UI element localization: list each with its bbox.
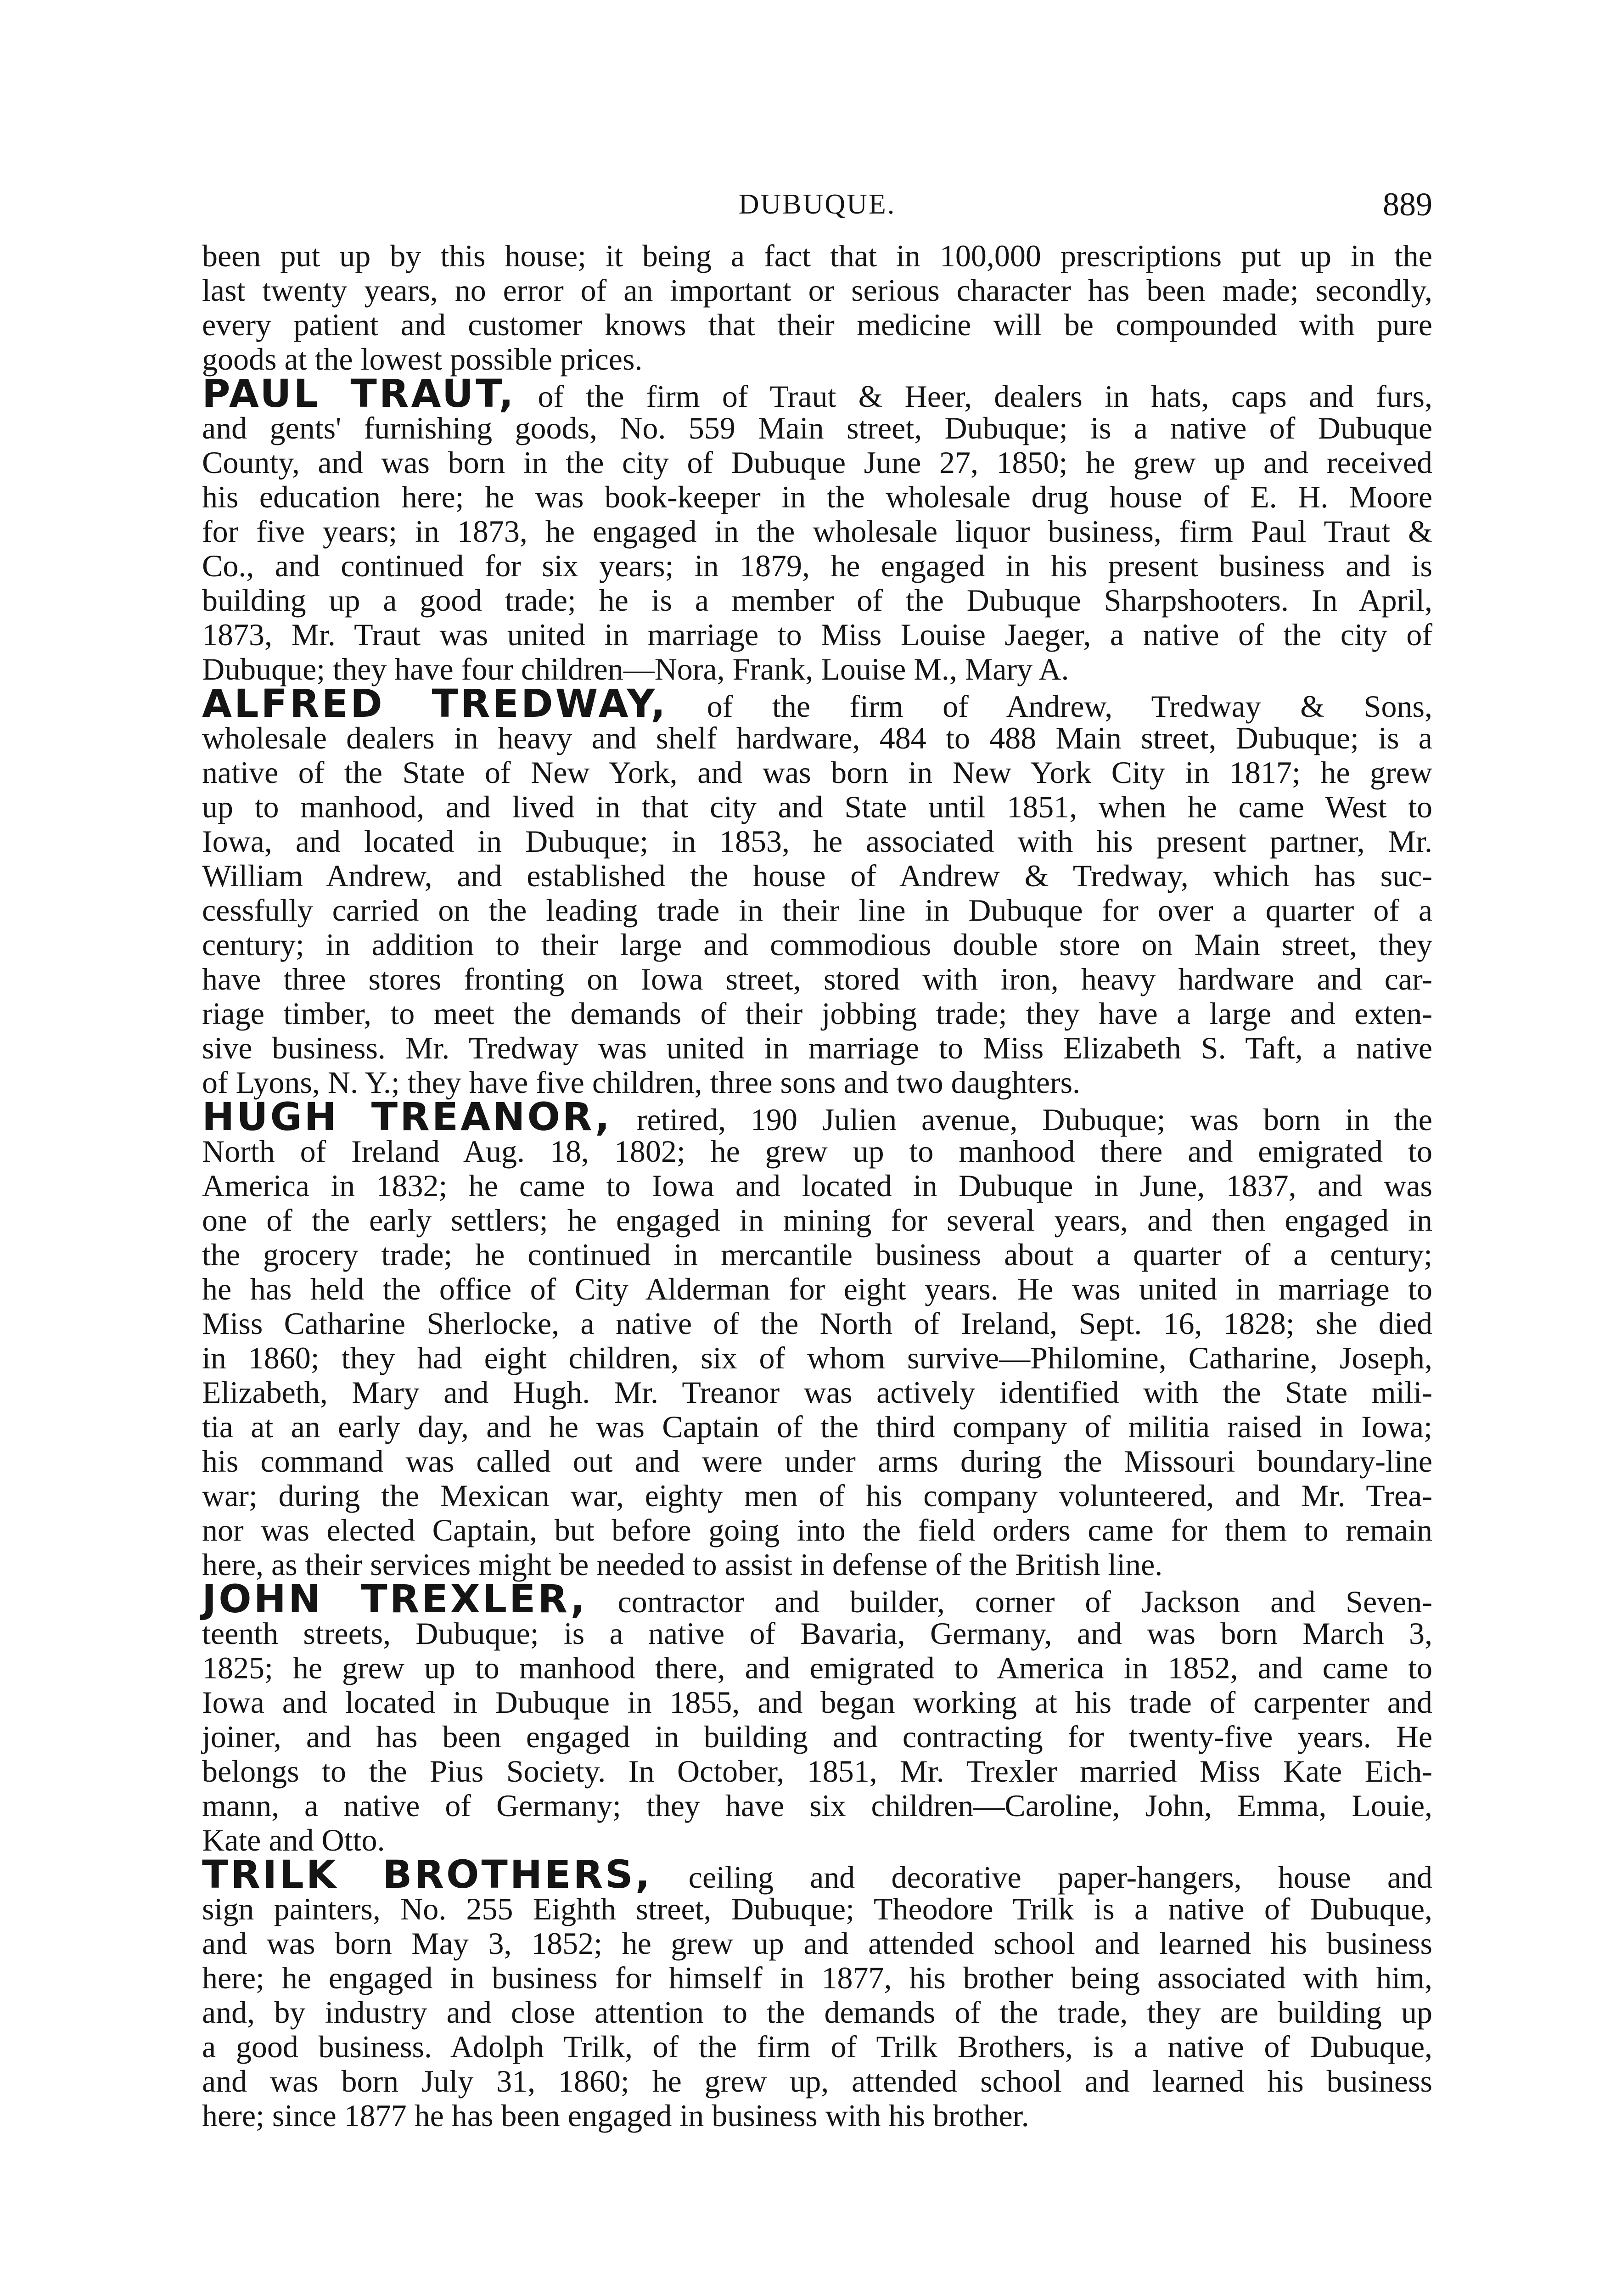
text-line: building up a good trade; he is a member of the Dubuque Sharpshooters. In April, bbox=[202, 583, 1432, 618]
text-line: here; since 1877 he has been engaged in business with his brother. bbox=[202, 2098, 1029, 2133]
page-number: 889 bbox=[1383, 186, 1432, 223]
paragraph-continuation bbox=[202, 239, 1432, 377]
text-line: he has held the office of City Alderman for eight years. He was united in marriage to bbox=[202, 1272, 1432, 1306]
text-line: native of the State of New York, and was born in New York City in 1817; he grew bbox=[202, 755, 1432, 790]
text-line: North of Ireland Aug. 18, 1802; he grew up to manhood there and emigrated to bbox=[202, 1134, 1432, 1169]
text-line: 1825; he grew up to manhood there, and emigrated to America in 1852, and came to bbox=[202, 1650, 1432, 1685]
text-line: 1873, Mr. Traut was united in marriage to Miss Louise Jaeger, a native of the city of bbox=[202, 617, 1432, 652]
text-line: goods at the lowest possible prices. bbox=[202, 342, 643, 377]
text-line: mann, a native of Germany; they have six children—Caroline, John, Emma, Louie, bbox=[202, 1788, 1432, 1823]
text-line: riage timber, to meet the demands of their jobbing trade; they have a large and exten- bbox=[202, 996, 1432, 1031]
entry-first-line bbox=[202, 371, 1433, 416]
text-line: century; in addition to their large and commodious double store on Main street, they bbox=[202, 927, 1432, 962]
text-line: Kate and Otto. bbox=[202, 1823, 385, 1857]
text-line: ceiling and decorative paper-hangers, house and bbox=[652, 1860, 1432, 1895]
text-line: teenth streets, Dubuque; is a native of Bavaria, Germany, and was born March 3, bbox=[202, 1616, 1432, 1651]
text-line: here; he engaged in business for himself in 1877, his brother being associated with him, bbox=[202, 1960, 1432, 1995]
text-line: of Lyons, N. Y.; they have five children, three sons and two daughters. bbox=[202, 1065, 1081, 1100]
text-line: sign painters, No. 255 Eighth street, Dubuque; Theodore Trilk is a native of Dubuque, bbox=[202, 1891, 1432, 1926]
entry-name: PAUL TRAUT, bbox=[202, 371, 516, 416]
text-line: Elizabeth, Mary and Hugh. Mr. Treanor was actively identified with the State mili- bbox=[202, 1375, 1432, 1410]
entry-john-trexler bbox=[202, 1576, 1432, 1857]
text-line: up to manhood, and lived in that city and State until 1851, when he came West to bbox=[202, 789, 1432, 824]
entry-name: TRILK BROTHERS, bbox=[202, 1852, 652, 1897]
text-line: America in 1832; he came to Iowa and located in Dubuque in June, 1837, and was bbox=[202, 1168, 1432, 1203]
text-line: in 1860; they had eight children, six of whom survive—Philomine, Catharine, Joseph, bbox=[202, 1340, 1432, 1375]
text-line: the grocery trade; he continued in mercantile business about a quarter of a century; bbox=[202, 1237, 1432, 1272]
entry-first-line bbox=[202, 681, 1432, 726]
entry-trilk-brothers bbox=[202, 1852, 1432, 2133]
text-line: William Andrew, and established the house of Andrew & Tredway, which has suc- bbox=[202, 858, 1432, 893]
entry-alfred-tredway bbox=[202, 681, 1432, 1100]
text-line: Dubuque; they have four children—Nora, Frank, Louise M., Mary A. bbox=[202, 652, 1069, 687]
text-line: been put up by this house; it being a fact that in 100,000 prescriptions put up in the bbox=[202, 238, 1432, 273]
text-line: for five years; in 1873, he engaged in the wholesale liquor business, firm Paul Traut & bbox=[202, 514, 1432, 549]
entry-name: ALFRED TREDWAY, bbox=[202, 681, 668, 726]
text-line: of the firm of Andrew, Tredway & Sons, bbox=[668, 689, 1432, 724]
entry-first-line bbox=[202, 1094, 1432, 1139]
text-line: of the firm of Traut & Heer, dealers in hats, caps and furs, bbox=[516, 379, 1433, 414]
text-line: and was born July 31, 1860; he grew up, attended school and learned his business bbox=[202, 2064, 1432, 2099]
running-head: DUBUQUE. bbox=[738, 189, 896, 220]
text-line: contractor and builder, corner of Jackson and Seven- bbox=[587, 1584, 1432, 1619]
text-line: and was born May 3, 1852; he grew up and attended school and learned his business bbox=[202, 1926, 1432, 1961]
text-line: sive business. Mr. Tredway was united in marriage to Miss Elizabeth S. Taft, a native bbox=[202, 1030, 1432, 1065]
entry-name: JOHN TREXLER, bbox=[202, 1576, 588, 1621]
text-line: Co., and continued for six years; in 1879, he engaged in his present business and is bbox=[202, 548, 1432, 583]
text-line: Iowa, and located in Dubuque; in 1853, he associated with his present partner, Mr. bbox=[202, 824, 1432, 859]
text-line: wholesale dealers in heavy and shelf hardware, 484 to 488 Main street, Dubuque; is a bbox=[202, 720, 1432, 755]
text-line: retired, 190 Julien avenue, Dubuque; was born in the bbox=[612, 1102, 1432, 1137]
text-line: Miss Catharine Sherlocke, a native of the North of Ireland, Sept. 16, 1828; she died bbox=[202, 1306, 1432, 1341]
text-line: and gents' furnishing goods, No. 559 Main street, Dubuque; is a native of Dubuque bbox=[202, 411, 1432, 445]
text-line: here, as their services might be needed to assist in defense of the British line. bbox=[202, 1547, 1163, 1582]
entry-first-line bbox=[202, 1576, 1432, 1621]
text-line: County, and was born in the city of Dubuque June 27, 1850; he grew up and received bbox=[202, 445, 1432, 480]
text-line: cessfully carried on the leading trade in their line in Dubuque for over a quarter of a bbox=[202, 893, 1432, 928]
entry-hugh-treanor bbox=[202, 1094, 1432, 1582]
entry-paul-traut bbox=[202, 371, 1433, 687]
text-line: a good business. Adolph Trilk, of the firm of Trilk Brothers, is a native of Dubuque, bbox=[202, 2029, 1432, 2064]
text-line: and, by industry and close attention to the demands of the trade, they are building up bbox=[202, 1995, 1432, 2030]
text-line: have three stores fronting on Iowa street, stored with iron, heavy hardware and car- bbox=[202, 962, 1432, 996]
text-line: joiner, and has been engaged in building and contracting for twenty-five years. He bbox=[202, 1719, 1432, 1754]
text-line: every patient and customer knows that their medicine will be compounded with pure bbox=[202, 307, 1432, 342]
text-line: nor was elected Captain, but before going into the field orders came for them to remain bbox=[202, 1513, 1432, 1548]
body-text bbox=[202, 239, 1432, 2133]
text-line: one of the early settlers; he engaged in mining for several years, and then engaged in bbox=[202, 1203, 1432, 1238]
text-line: war; during the Mexican war, eighty men of his company volunteered, and Mr. Trea- bbox=[202, 1478, 1432, 1513]
text-line: tia at an early day, and he was Captain of the third company of militia raised in Iowa; bbox=[202, 1409, 1432, 1444]
entry-name: HUGH TREANOR, bbox=[202, 1094, 612, 1139]
text-line: last twenty years, no error of an important or serious character has been made; secondly, bbox=[202, 273, 1432, 308]
text-line: his education here; he was book-keeper in the wholesale drug house of E. H. Moore bbox=[202, 479, 1432, 514]
text-line: Iowa and located in Dubuque in 1855, and began working at his trade of carpenter and bbox=[202, 1685, 1432, 1720]
page-header bbox=[202, 181, 1432, 227]
text-line: his command was called out and were under arms during the Missouri boundary-line bbox=[202, 1444, 1432, 1479]
entry-first-line bbox=[202, 1852, 1432, 1897]
text-line: belongs to the Pius Society. In October, 1851, Mr. Trexler married Miss Kate Eich- bbox=[202, 1754, 1432, 1789]
